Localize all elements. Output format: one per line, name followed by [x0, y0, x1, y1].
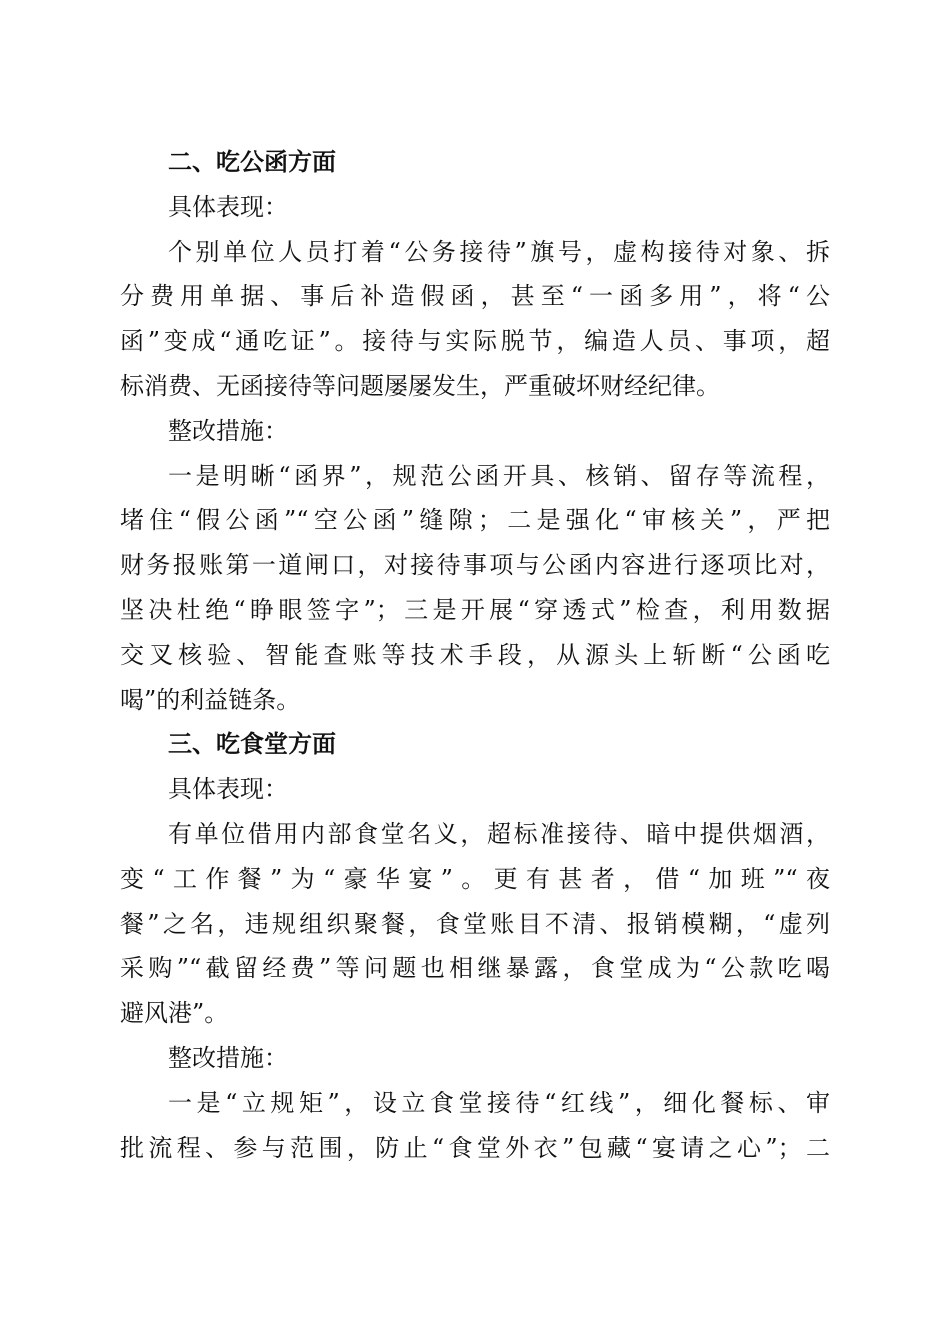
- paragraph-line: 分费用单据、事后补造假函，甚至“一函多用”，将“公: [120, 282, 830, 311]
- measures-label: 整改措施：: [168, 1043, 288, 1072]
- paragraph-line: 采购”“截留经费”等问题也相继暴露，食堂成为“公款吃喝: [120, 954, 830, 983]
- paragraph-line: 变“工作餐”为“豪华宴”。更有甚者，借“加班”“夜: [120, 864, 830, 893]
- paragraph-line: 标消费、无函接待等问题屡屡发生，严重破坏财经纪律。: [120, 371, 720, 400]
- section-heading: 二、吃公函方面: [168, 148, 336, 176]
- section-heading: 三、吃食堂方面: [168, 730, 336, 759]
- measures-label: 整改措施：: [168, 416, 288, 445]
- paragraph-line: 坚决杜绝“睁眼签字”；三是开展“穿透式”检查，利用数据: [120, 595, 830, 624]
- paragraph-line: 喝”的利益链条。: [120, 685, 301, 714]
- paragraph-line: 堵住“假公函”“空公函”缝隙；二是强化“审核关”，严把: [120, 506, 830, 535]
- paragraph-line: 有单位借用内部食堂名义，超标准接待、暗中提供烟酒，: [168, 819, 830, 848]
- paragraph-line: 一是“立规矩”，设立食堂接待“红线”，细化餐标、审: [168, 1088, 830, 1117]
- paragraph-line: 餐”之名，违规组织聚餐，食堂账目不清、报销模糊，“虚列: [120, 909, 830, 938]
- manifestation-label: 具体表现：: [168, 192, 288, 221]
- paragraph-line: 交叉核验、智能查账等技术手段，从源头上斩断“公函吃: [120, 640, 830, 669]
- paragraph-line: 函”变成“通吃证”。接待与实际脱节，编造人员、事项，超: [120, 327, 830, 356]
- document-body: [120, 140, 830, 1170]
- paragraph-line: 财务报账第一道闸口，对接待事项与公函内容进行逐项比对，: [120, 551, 830, 580]
- paragraph-line: 一是明晰“函界”，规范公函开具、核销、留存等流程，: [168, 461, 830, 490]
- manifestation-label: 具体表现：: [168, 775, 288, 804]
- paragraph-line: 批流程、参与范围，防止“食堂外衣”包藏“宴请之心”；二: [120, 1133, 830, 1162]
- paragraph-line: 个别单位人员打着“公务接待”旗号，虚构接待对象、拆: [168, 237, 830, 266]
- paragraph-line: 避风港”。: [120, 999, 229, 1028]
